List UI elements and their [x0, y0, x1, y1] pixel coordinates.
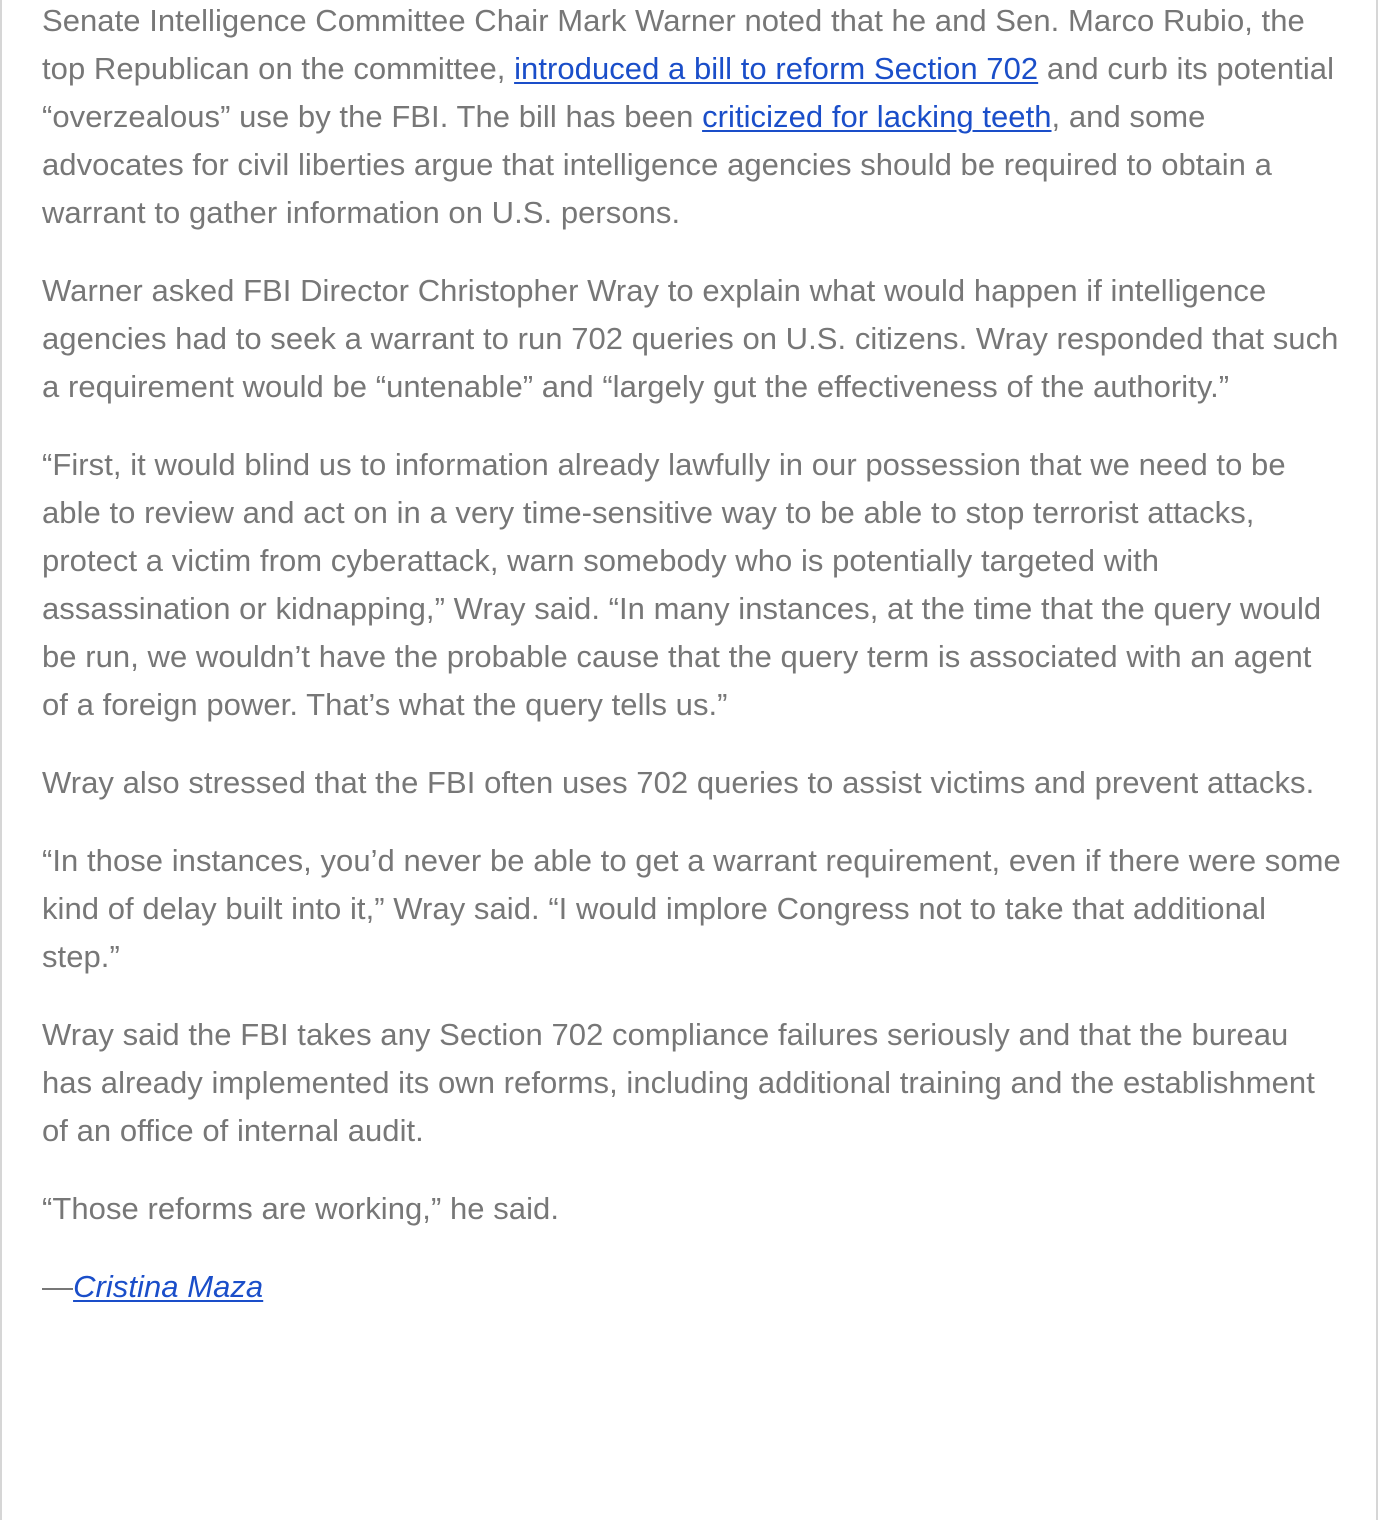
paragraph-warrant-question: Warner asked FBI Director Christopher Wray to explain what would happen if intelligence agencies had to seek a warrant to run 702 queries on U.S. citizens. Wray responded that such a requirement would be “untenable” and “largely gut the effectiveness of the authority.” [42, 273, 1339, 404]
link-criticized[interactable]: criticized for lacking teeth [702, 99, 1052, 134]
paragraph-assist-victims: Wray also stressed that the FBI often uses 702 queries to assist victims and prevent attacks. [42, 765, 1315, 800]
byline-dash: — [42, 1269, 74, 1304]
byline [42, 1263, 1342, 1311]
paragraph-wray-quote-implore: “In those instances, you’d never be able to get a warrant requirement, even if there were some kind of delay built into it,” Wray said. “I would implore Congress not to take that additional step.” [42, 843, 1341, 974]
paragraph-compliance-reforms: Wray said the FBI takes any Section 702 compliance failures seriously and that the bureau has already implemented its own reforms, including additional training and the establishment of an office of internal audit. [42, 1017, 1315, 1148]
author-link[interactable]: Cristina Maza [73, 1269, 264, 1304]
paragraph-wray-quote-first: “First, it would blind us to information already lawfully in our possession that we need to be able to review and act on in a very time-sensitive way to be able to stop terrorist attacks, protect a victim from cyberattack, warn somebody who is potentially targeted with assassination or kidnapping,” Wray said. “In many instances, at the time that the query would be run, we wouldn’t have the probable cause that the query term is associated with an agent of a foreign power. That’s what the query tells us.” [42, 447, 1322, 722]
link-reform-bill[interactable]: introduced a bill to reform Section 702 [514, 51, 1039, 86]
paragraph-text: Senate Intelligence Committee Chair Mark Warner noted that he and Sen. Marco Rubio, the top Republican on the committee, [42, 3, 1305, 86]
article-body [42, 0, 1342, 1341]
paragraph-reforms-working: “Those reforms are working,” he said. [42, 1191, 559, 1226]
paragraph-warner-bill [42, 0, 1342, 237]
paragraph-text: , and some advocates for civil liberties argue that intelligence agencies should be required to obtain a warrant to gather information on U.S. persons. [42, 99, 1272, 230]
paragraph-text: and curb its potential “overzealous” use by the FBI. The bill has been [42, 51, 1335, 134]
